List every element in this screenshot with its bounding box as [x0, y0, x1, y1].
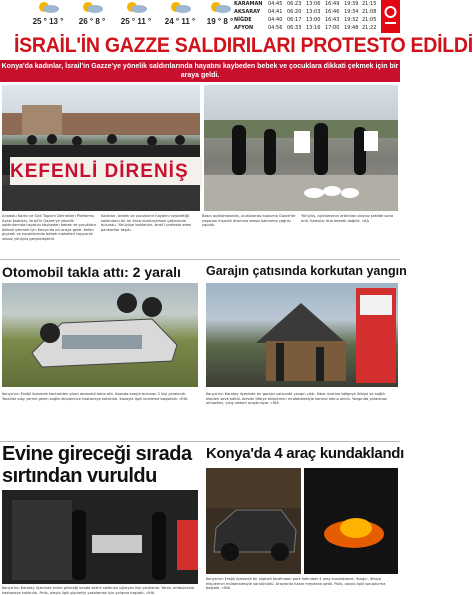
- story-shooting-text: Konya'nın Karatay ilçesinde evine gireceği sırada silahlı saldırıya uğrayan kişi yaralandı. Yaralı, ambulansla hastaneye kaldırıldı. Polis, olayla ilgili şüpheliyi yakalamak için çalışma başlattı. »İHA: [2, 586, 194, 595]
- story-arson-title: Konya'da 4 araç kundaklandı: [206, 445, 405, 462]
- prayer-time: 19:32: [344, 17, 359, 23]
- prayer-time: 21:05: [362, 17, 377, 23]
- weather-temp: 25 ° 11 °: [120, 17, 152, 26]
- prayer-time: 13:06: [306, 1, 321, 7]
- protest-banner-text: KEFENLİ DİRENİŞ: [10, 161, 189, 182]
- protest-scene: [2, 85, 200, 211]
- burned-car-scene: [206, 468, 301, 574]
- sun-cloud-icon: [124, 1, 148, 13]
- lead-text-col-1: Anadolu Kadın ve Sivil Toplum Dernekleri Platformu üyesi kadınlar, İsrail'in Gazze'ye yönelik saldırılarında hayatını kaybeden bebek ve çocuklara dikkati çekmek için Konya'da bir araya geldi. Kefen giyerek ve kucaklarında bebek maketleri taşıyarak sessiz yürüyüş gerçekleştirdi.: [2, 214, 96, 241]
- lead-text-col-4: Yürüyüş, açıklamanın ardından olaysız şekilde sona erdi. Kadınlar dua ederek dağıldı. »AA: [301, 214, 394, 223]
- prayer-row: [232, 1, 380, 9]
- prayer-time: 17:00: [325, 25, 340, 31]
- prayer-city: NİĞDE: [234, 17, 252, 23]
- prayer-time: 19:39: [344, 1, 359, 7]
- prayer-time: 13:16: [306, 25, 321, 31]
- protest-photo-banner: [2, 85, 200, 211]
- prayer-city: AKSARAY: [234, 9, 261, 15]
- weather-temp: 24 ° 11 °: [164, 17, 196, 26]
- prayer-time: 16:49: [325, 1, 340, 7]
- story-fire-title: Garajın çatısında korkutan yangın: [206, 264, 407, 278]
- divider: [0, 259, 400, 260]
- prayer-time: 04:45: [268, 1, 283, 7]
- night-fire-scene: [304, 468, 398, 574]
- prayer-time: 06:17: [287, 17, 302, 23]
- march-scene: [204, 85, 398, 211]
- overturned-car: [2, 283, 198, 387]
- prayer-row: [232, 25, 380, 33]
- story-arson-photo-1: [206, 468, 301, 574]
- prayer-time: 04:41: [268, 9, 283, 15]
- prayer-time: 06:33: [287, 25, 302, 31]
- weather-day-2: [72, 1, 112, 31]
- prayer-time: 13:03: [306, 9, 321, 15]
- story-arson-text: Konya'nın Ereğli ilçesinde bir şüpheli tarafından park halindeki 4 araç kundaklandı. Yangın, itfaiye ekiplerinin müdahalesiyle söndürüldü. Araçlarda hasar meydana geldi. Polis, olayla ilgili soruşturma başlattı. »İHA: [206, 577, 386, 591]
- story-fire-photo: [206, 283, 398, 387]
- weather-temp: 25 ° 13 °: [32, 17, 64, 26]
- prayer-time: 13:00: [306, 17, 321, 23]
- prayer-time: 04:56: [268, 25, 283, 31]
- sun-cloud-icon: [168, 1, 192, 13]
- story-shooting-title: Evine gireceği sırada sırtından vuruldu: [2, 443, 192, 487]
- prayer-row: [232, 9, 380, 17]
- story-car-title: Otomobil takla attı: 2 yaralı: [2, 264, 181, 280]
- sun-cloud-icon: [208, 1, 232, 13]
- prayer-time: 21:08: [362, 9, 377, 15]
- main-subhead: Konya'da kadınlar, İsrail'in Gazze'ye yönelik saldırılarında hayatını kaybeden bebek ve çocuklara dikkati çekmek için bir araya geldi.: [0, 60, 400, 82]
- prayer-time: 06:20: [287, 9, 302, 15]
- prayer-time: 21:15: [362, 1, 377, 7]
- story-shooting-photo: [2, 490, 198, 584]
- newspaper-logo: [381, 0, 400, 33]
- prayer-row: [232, 17, 380, 25]
- weather-temp: 26 ° 8 °: [78, 17, 106, 26]
- story-car-photo: [2, 283, 198, 387]
- weather-temp: 19 ° 8 °: [206, 17, 234, 26]
- sun-cloud-icon: [80, 1, 104, 13]
- prayer-time: 19:34: [344, 9, 359, 15]
- main-headline: İSRAİL'İN GAZZE SALDIRILARI PROTESTO EDİLDİ: [14, 34, 473, 57]
- story-arson-photo-2: [304, 468, 398, 574]
- garage-fire-scene: [206, 283, 398, 387]
- divider: [0, 441, 400, 442]
- weather-day-4: [160, 1, 200, 31]
- lead-text-col-3: Basın açıklamasında, uluslararası topluma Gazze'de yaşanan insanlık dramına sessiz kalmama çağrısı yapıldı.: [202, 214, 296, 228]
- logo-icon: [381, 0, 400, 33]
- ambulance-scene: [2, 490, 198, 584]
- prayer-city: KARAMAN: [234, 1, 263, 7]
- prayer-time: 04:40: [268, 17, 283, 23]
- protest-photo-march: [204, 85, 398, 211]
- prayer-time: 16:46: [325, 9, 340, 15]
- prayer-time: 19:48: [344, 25, 359, 31]
- prayer-time: 16:43: [325, 17, 340, 23]
- weather-day-1: [28, 1, 68, 31]
- weather-day-3: [116, 1, 156, 31]
- story-fire-text: Konya'nın Karatay ilçesinde bir garajın çatısında yangın çıktı. İhbar üzerine bölgeye itfaiye ve sağlık ekipleri sevk edildi. Alevler itfaiye ekiplerinin müdahalesiyle kontrol altına alındı. Yangında yaralanan olmazken, çıkış nedeni araştırılıyor. »İHA: [206, 392, 388, 406]
- story-car-text: Konya'nın Ereğli ilçesinde kontrolden çıkan otomobil takla attı. Kazada araçta bulunan 2 kişi yaralandı. Yaralılar olay yerine gelen sağlık ekiplerince hastaneye kaldırıldı. Kazayla ilgili inceleme başlatıldı. »İHA: [2, 392, 188, 401]
- prayer-times-table: [232, 0, 380, 33]
- prayer-time: 21:22: [362, 25, 377, 31]
- prayer-city: AFYON: [234, 25, 254, 31]
- prayer-time: 06:23: [287, 1, 302, 7]
- lead-text-col-2: Kadınlar, bebek ve çocukların hayatını kaybettiği saldırıların bir an önce durdurulması çağrısında bulundu. Yürüyüşe katılanlar, İsrail'i protesto eden pankartlar taşıdı.: [101, 214, 192, 232]
- sun-cloud-icon: [36, 1, 60, 13]
